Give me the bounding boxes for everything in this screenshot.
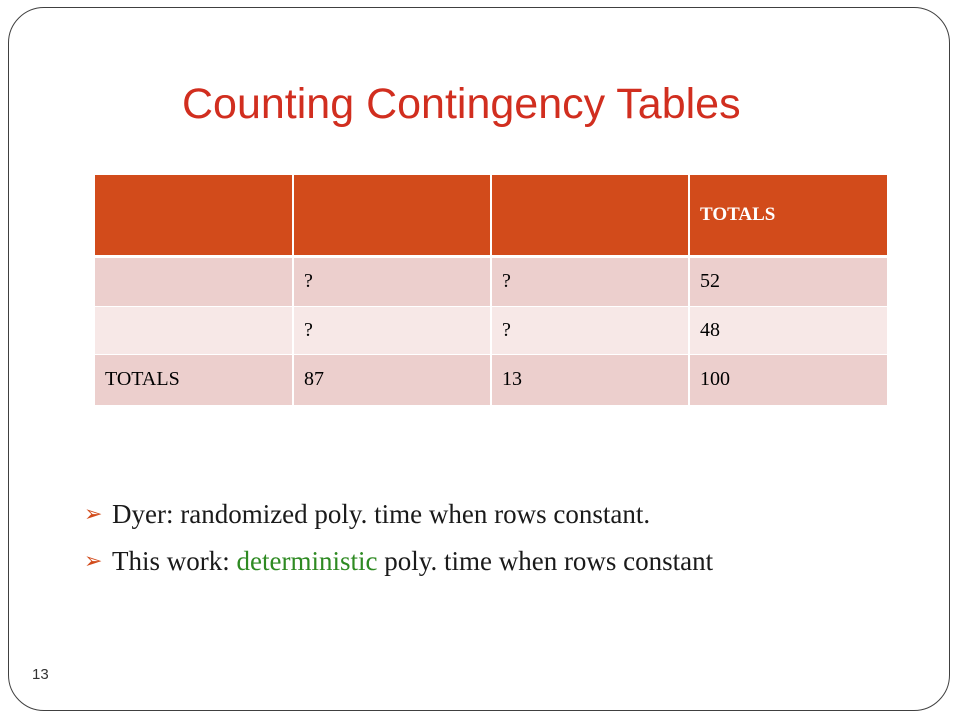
bullet-item — [84, 542, 713, 580]
table-cell: 52 — [689, 256, 887, 306]
arrowhead-right-icon: ➢ — [84, 548, 103, 574]
bullet-highlight-text: deterministic — [236, 545, 378, 576]
table-row — [95, 306, 887, 354]
table-row — [95, 256, 887, 306]
bullet-text: Dyer: randomized poly. time when rows constant. — [112, 498, 651, 529]
table-cell: ? — [293, 306, 491, 354]
table-cell: 87 — [293, 354, 491, 405]
table-totals-row — [95, 354, 887, 405]
table-header-cell — [95, 175, 293, 256]
table-cell: TOTALS — [95, 354, 293, 405]
arrowhead-right-icon: ➢ — [84, 501, 103, 527]
bullet-item — [84, 495, 713, 533]
table-header-cell: TOTALS — [689, 175, 887, 256]
table-cell: 48 — [689, 306, 887, 354]
table-header-row — [95, 175, 887, 256]
table-header-cell — [293, 175, 491, 256]
slide-title: Counting Contingency Tables — [182, 80, 741, 128]
table-cell: ? — [293, 256, 491, 306]
contingency-table — [95, 175, 887, 405]
page-number: 13 — [32, 666, 49, 683]
table-cell: 100 — [689, 354, 887, 405]
bullet-list — [84, 495, 713, 589]
table-cell — [95, 306, 293, 354]
table-cell: 13 — [491, 354, 689, 405]
bullet-text: This work: — [112, 545, 237, 576]
table-cell: ? — [491, 306, 689, 354]
table-cell: ? — [491, 256, 689, 306]
bullet-text: poly. time when rows constant — [377, 545, 714, 576]
table-cell — [95, 256, 293, 306]
table-header-cell — [491, 175, 689, 256]
